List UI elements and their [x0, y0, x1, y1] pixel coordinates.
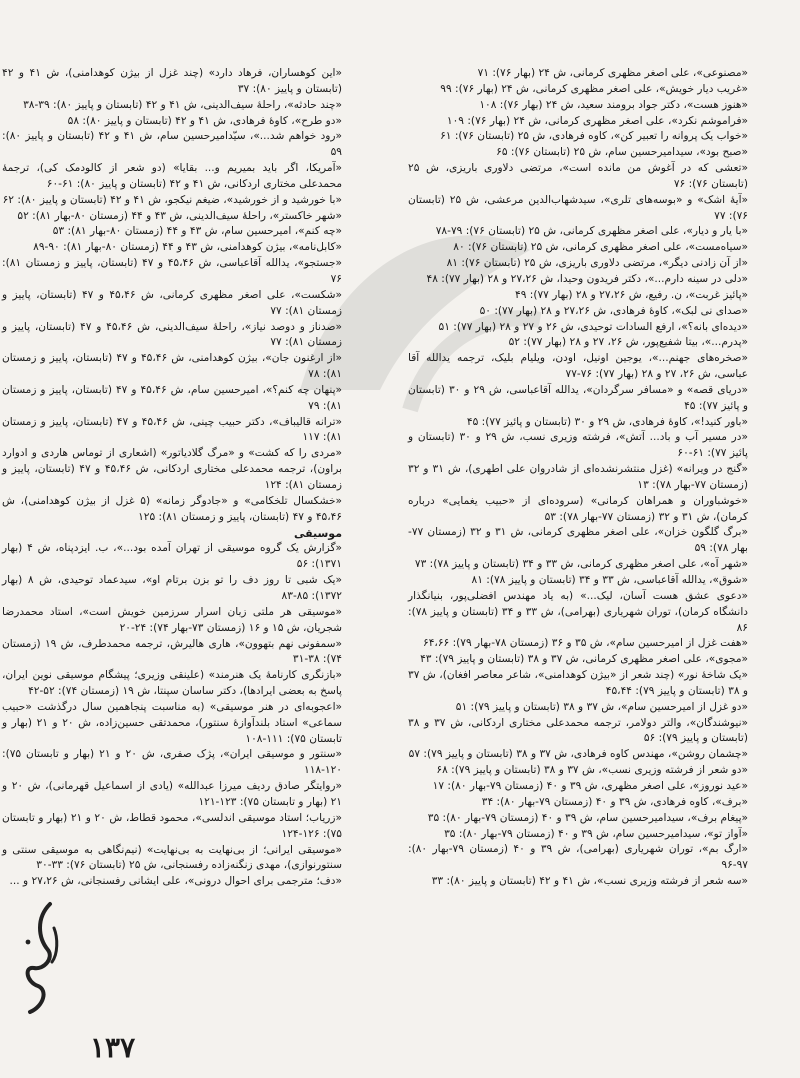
bibliography-entry: «مردی را که کشت» و «مرگ گلادیاتور» (اشعاری از توماس هاردی و ادوارد براون)، ترجمه محمدعلی مختاری اردکانی، ش ۴۵،۴۶ و ۴۷ (تابستان، پاییز و زمستان ۸۱): ۱۲۴: [2, 447, 342, 491]
bibliography-entry: «سه شعر از فرشته وزیری نسب»، ش ۴۱ و ۴۲ (تابستان و پاییز ۸۰): ۳۳: [431, 875, 748, 888]
bibliography-entry: «پدرم...»، بیتا شفیع‌پور، ش ۲۶، ۲۷ و ۲۸ (بهار ۷۷): ۵۲: [508, 336, 748, 349]
bibliography-entry: «آیهٔ اشک» و «بوسه‌های تلری»، سیدشهاب‌الدین مرعشی، ش ۲۵ (تابستان ۷۶): ۷۷: [408, 193, 749, 222]
bibliography-entry: «صخره‌های جهنم...»، یوجین اونیل، اودن، ویلیام بلیک، ترجمه یدالله آقا عباسی، ش ۲۶، ۲۷ و ۲۸ (بهار ۷۷): ۷۶-۷۷: [408, 352, 748, 381]
page-number: ۱۳۷: [90, 1031, 136, 1064]
bibliography-entry: «دف؛ مترجمی برای احوال درونی»، علی ایشانی رفسنجانی، ش ۲۷،۲۶ و ...: [9, 875, 342, 888]
bibliography-entry: «یک شاخهٔ نور» (چند شعر از «بیژن کوهدامنی»، شاعر معاصر افغان)، ش ۳۷ و ۳۸ (تابستان و پاییز ۷۹): ۴۵،۴۴: [408, 669, 748, 697]
bibliography-entry: «دو شعر از فرشته وزیری نسب»، ش ۳۷ و ۳۸ (تابستان و پاییز ۷۹): ۶۸: [436, 764, 748, 777]
bibliography-entry: «موسیقی ایرانی؛ از بی‌نهایت به بی‌نهایت» (نیم‌نگاهی به موسیقی سنتی و سنتورنوازی)، مهدی زنگنه‌زاده رفسنجانی، ش ۲۵ (تابستان ۷۶): ۳۳-۳۰: [2, 843, 342, 872]
bibliography-entry: «گزارش یک گروه موسیقی از تهران آمده بود...»، ب. ایزدپناه، ش ۴ (بهار ۱۳۷۱): ۵۶: [2, 542, 342, 571]
bibliography-entry: «شهر آه»، علی اصغر مظهری کرمانی، ش ۳۳ و ۳۴ (تابستان و پاییز ۷۸): ۷۳: [414, 558, 748, 571]
left-column: [2, 66, 342, 890]
bibliography-entry: «دریای قصه» و «مسافر سرگردان»، یدالله آقاعباسی، ش ۲۹ و ۳۰ (تابستان و پائیز ۷۷): ۴۵: [408, 383, 748, 412]
bibliography-entry: «زریاب؛ استاد موسیقی اندلسی»، محمود قطاط، ش ۲۰ و ۲۱ (بهار و تابستان ۷۵): ۱۲۶-۱۲۴: [2, 811, 342, 840]
bibliography-entry: «خواب یک پروانه را تعبیر کن»، کاوه فرهادی، ش ۲۵ (تابستان ۷۶): ۶۱: [440, 130, 748, 143]
bibliography-entry: «عید نوروز»، علی اصغر مظهری، ش ۳۹ و ۴۰ (زمستان ۷۹-بهار ۸۰): ۱۷: [432, 779, 748, 792]
bibliography-entry: «گنج در ویرانه» (غزل منتشرنشده‌ای از شادروان علی اطهری)، ش ۳۱ و ۳۲ (زمستان ۷۷-بهار ۷۸): ۱۳: [408, 463, 748, 491]
bibliography-entry: «هفت غزل از امیرحسین سام»، ش ۳۵ و ۳۶ (زمستان ۷۸-بهار ۷۹): ۶۴،۶۶: [423, 637, 748, 650]
bibliography-entry: «از ارغنون جان»، بیژن کوهدامنی، ش ۴۵،۴۶ و ۴۷ (تابستان، پاییز و زمستان ۸۱): ۷۸: [2, 352, 342, 381]
bibliography-entry: «چند حادثه»، راحلهٔ سیف‌الدینی، ش ۴۱ و ۴۲ (تابستان و پاییز ۸۰): ۳۹-۳۸: [23, 98, 342, 111]
bibliography-entry: «روایتگر صادق ردیف میرزا عبدالله» (یادی از اسماعیل قهرمانی)، ش ۲۰ و ۲۱ (بهار و تابستان ۷۵): ۱۲۳-۱۲۱: [2, 780, 343, 808]
left-column-entries-poetry: [2, 66, 342, 525]
bibliography-entry: «هنوز هست»، دکتر جواد برومند سعید، ش ۲۴ (بهار ۷۶): ۱۰۸: [479, 98, 748, 111]
bibliography-entry: «دو غزل از امیرحسین سام»، ش ۳۷ و ۳۸ (تابستان و پاییز ۷۹): ۵۱: [455, 700, 748, 713]
bibliography-entry: «فراموشم نکرد»، علی اصغر مظهری کرمانی، ش ۲۴ (بهار ۷۶): ۱۰۹: [446, 114, 748, 127]
bibliography-entry: «این کوهساران، فرهاد دارد» (چند غزل از بیژن کوهدامنی)، ش ۴۱ و ۴۲ (تابستان و پاییز ۸۰): ۳۷: [2, 67, 342, 95]
bibliography-entry: «بازنگری کارنامهٔ یک هنرمند» (علینقی وزیری؛ پیشگام موسیقی نوین ایران، پاسخ به بعضی ایرادها)، دکتر ساسان سپنتا، ش ۱۹ (زمستان ۷۴): ۵۲-۴۲: [2, 669, 342, 698]
bibliography-entry: «صبح بود»، سیدامیرحسین سام، ش ۲۵ (تابستان ۷۶): ۶۵: [496, 146, 748, 159]
section-heading-music: موسیقی: [293, 527, 342, 541]
bibliography-entry: «رود خواهم شد...»، سیّدامیرحسین سام، ش ۴۱ و ۴۲ (تابستان و پاییز ۸۰): ۵۹: [2, 130, 342, 159]
bibliography-entry: «چه کنم»، امیرحسین سام، ش ۴۳ و ۴۴ (زمستان ۸۰-بهار ۸۱): ۵۳: [52, 225, 342, 238]
bibliography-entry: «صدناز و دوصد نیاز»، راحلهٔ سیف‌الدینی، ش ۴۵،۴۶ و ۴۷ (تابستان، پاییز و زمستان ۸۱): ۷۷: [2, 320, 342, 349]
bibliography-entry: «از آن زادنی دیگر»، مرتضی دلاوری باریزی، ش ۲۵ (تابستان ۷۶): ۸۱: [446, 257, 748, 270]
bibliography-entry: «جستجو»، یدالله آقاعباسی، ش ۴۵،۴۶ و ۴۷ (تابستان، پاییز و زمستان ۸۱): ۷۶: [2, 257, 343, 285]
bibliography-entry: «یک شبی تا روز دف را تو بزن برتام او»، سیدعماد توحیدی، ش ۸ (بهار ۱۳۷۲): ۸۵-۸۳: [2, 574, 342, 602]
bibliography-entry: «سنتور و موسیقی ایران»، پژک صفری، ش ۲۰ و ۲۱ (بهار و تابستان ۷۵): ۱۲۰-۱۱۸: [2, 748, 342, 777]
bibliography-entry: «چشمان روشن»، مهندس کاوه فرهادی، ش ۳۷ و ۳۸ (تابستان و پاییز ۷۹): ۵۷: [408, 748, 748, 761]
bibliography-entry: «دعوی عشق هست آسان، لیک...» (به یاد مهندس افضلی‌پور، بنیانگذار دانشگاه کرمان)، توران شهریاری (بهرامی)، ش ۳۳ و ۳۴ (تابستان و پاییز ۷۸): ۸۶: [408, 589, 748, 634]
kerman-logo: [14, 898, 66, 1018]
bibliography-entry: «خوشباوران و همراهان کرمانی» (سروده‌ای از «حبیب یغمایی» درباره کرمان)، ش ۳۱ و ۳۲ (زمستان ۷۷-بهار ۷۸): ۵۳: [408, 494, 748, 523]
bibliography-entry: «برگ گلگون خزان»، علی اصغر مظهری کرمانی، ش ۳۱ و ۳۲ (زمستان ۷۷-بهار ۷۸): ۵۹: [408, 526, 748, 555]
bibliography-entry: «در مسیر آب و باد... آتش»، فرشته وزیری نسب، ش ۲۹ و ۳۰ (تابستان و پائیز ۷۷): ۶۱-۶۰: [408, 431, 748, 460]
bibliography-entry: «صدای نی لبک»، کاوهٔ فرهادی، ش ۲۷،۲۶ و ۲۸ (بهار ۷۷): ۵۰: [479, 304, 748, 317]
right-column: [408, 66, 748, 890]
left-column-entries-music: [2, 541, 342, 890]
bibliography-entry: «مجوی»، علی اصغر مظهری کرمانی، ش ۳۷ و ۳۸ (تابستان و پاییز ۷۹): ۴۳: [420, 653, 748, 666]
bibliography-entry: «پیغام برف»، سیدامیرحسین سام، ش ۳۹ و ۴۰ (زمستان ۷۹-بهار ۸۰): ۳۵: [427, 811, 748, 824]
bibliography-entry: «پائیز غربت»، ن. رفیع، ش ۲۷،۲۶ و ۲۸ (بهار ۷۷): ۴۹: [515, 288, 748, 301]
bibliography-entry: «باور کنید!»، کاوهٔ فرهادی، ش ۲۹ و ۳۰ (تابستان و پائیز ۷۷): ۴۵: [466, 415, 748, 428]
bibliography-entry: «خشکسال تلخکامی» و «جادوگر زمانه» (۵ غزل از بیژن کوهدامنی)، ش ۴۵،۴۶ و ۴۷ (تابستان، پاییز و زمستان ۸۱): ۱۲۵: [2, 494, 342, 523]
bibliography-entry: «سمفونی نهم بتهوون»، هاری هالیرش، ترجمه محمدطرف، ش ۱۹ (زمستان ۷۴): ۳۸-۳۱: [2, 637, 342, 666]
bibliography-entry: «مصنوعی»، علی اصغر مظهری کرمانی، ش ۲۴ (بهار ۷۶): ۷۱: [477, 67, 748, 79]
bibliography-entry: «شکست»، علی اصغر مظهری کرمانی، ش ۴۵،۴۶ و ۴۷ (تابستان، پاییز و زمستان ۸۱): ۷۷: [2, 288, 342, 317]
bibliography-entry: «پنهان چه کنم؟»، امیرحسین سام، ش ۴۵،۴۶ و ۴۷ (تابستان، پاییز و زمستان ۸۱): ۷۹: [2, 383, 343, 412]
bibliography-entry: «با خورشید و از خورشید»، ضیغم نیکجو، ش ۴۱ و ۴۲ (تابستان و پاییز ۸۰): ۶۲: [2, 193, 342, 206]
bibliography-entry: «اعجوبه‌ای در هنر موسیقی» (به مناسبت پنجاهمین سال درگذشت «حبیب سماعی» استاد بلندآوازهٔ سنتور)، محمدتقی حسین‌زاده، ش ۲۰ و ۲۱ (بهار و تابستان ۷۵): ۱۱۱-۱۰۸: [2, 700, 342, 745]
bibliography-entry: «دیده‌ای بانه؟»، ارفع السادات توحیدی، ش ۲۶ و ۲۷ و ۲۸ (بهار ۷۷): ۵۱: [438, 320, 748, 333]
bibliography-entry: «ارگ بم»، توران شهریاری (بهرامی)، ش ۳۹ و ۴۰ (زمستان ۷۹-بهار ۸۰): ۹۷-۹۶: [408, 843, 748, 872]
bibliography-entry: «شهر خاکستر»، راحلهٔ سیف‌الدینی، ش ۴۳ و ۴۴ (زمستان ۸۰-بهار ۸۱): ۵۲: [17, 209, 342, 222]
bibliography-entry: «غریب دیار خویش»، علی اصغر مظهری کرمانی، ش ۲۴ (بهار ۷۶): ۹۹: [440, 82, 748, 95]
bibliography-entry: «کابل‌نامه»، بیژن کوهدامنی، ش ۴۳ و ۴۴ (زمستان ۸۰-بهار ۸۱): ۹۰-۸۹: [33, 241, 342, 254]
bibliography-entry: «موسیقی هر ملتی زبان اسرار سرزمین خویش است»، استاد محمدرضا شجریان، ش ۱۵ و ۱۶ (زمستان ۷۳-بهار ۷۴): ۲۴-۲۰: [2, 605, 342, 634]
bibliography-entry: «با یار و دیار»، علی اصغر مظهری کرمانی، ش ۲۵ (تابستان ۷۶): ۷۹-۷۸: [435, 225, 748, 238]
bibliography-entry: «نیوشندگان»، والتر دولامر، ترجمه محمدعلی مختاری اردکانی، ش ۳۷ و ۳۸ (تابستان و پاییز ۷۹): ۵۶: [408, 716, 748, 745]
bibliography-entry: «آمریکا، اگر باید بمیریم و... بقایا» (دو شعر از کالودمک کی)، ترجمهٔ محمدعلی مختاری اردکانی، ش ۴۱ و ۴۲ (تابستان و پاییز ۸۰): ۶۱-۶۰: [2, 162, 342, 190]
bibliography-entry: «ترانه قالیباف»، دکتر حبیب چینی، ش ۴۵،۴۶ و ۴۷ (تابستان، پاییز و زمستان ۸۱): ۱۱۷: [2, 415, 342, 444]
bibliography-entry: «دو طرح»، کاوهٔ فرهادی، ش ۴۱ و ۴۲ (تابستان و پاییز ۸۰): ۵۸: [67, 114, 342, 127]
bibliography-entry: «دلی در سینه دارم...»، دکتر فریدون وحیدا، ش ۲۷،۲۶ و ۲۸ (بهار ۷۷): ۴۸: [426, 272, 748, 285]
bibliography-entry: «برف»، کاوه فرهادی، ش ۳۹ و ۴۰ (زمستان ۷۹-بهار ۸۰): ۳۴: [481, 795, 748, 808]
bibliography-entry: «سیاه‌مست»، علی اصغر مظهری کرمانی، ش ۲۵ (تابستان ۷۶): ۸۰: [453, 241, 748, 254]
bibliography-entry: «آواز تو»، سیدامیرحسین سام، ش ۳۹ و ۴۰ (زمستان ۷۹-بهار ۸۰): ۳۵: [444, 827, 748, 840]
bibliography-entry: «تعشی که در آغوش من مانده است»، مرتضی دلاوری باریزی، ش ۲۵ (تابستان ۷۶): ۷۶: [408, 162, 748, 190]
bibliography-entry: «شوق»، یدالله آقاعباسی، ش ۳۳ و ۳۴ (تابستان و پاییز ۷۸): ۸۱: [471, 574, 748, 586]
